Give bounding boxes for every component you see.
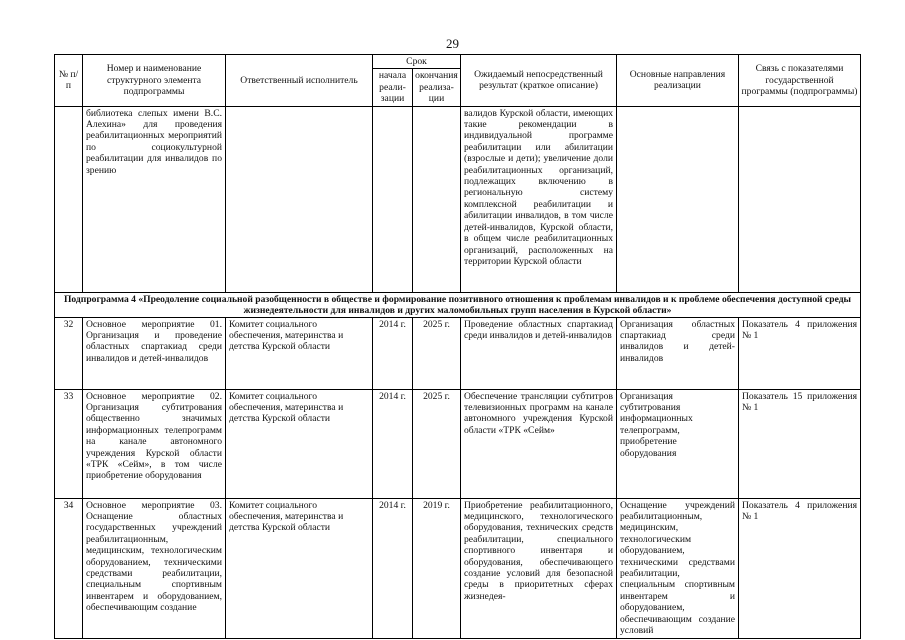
header-start: начала реали-зации (373, 69, 413, 106)
row-end: 2019 г. (413, 498, 461, 638)
row-name: Основное мероприятие 03. Оснащение областных государственных учреждений реабилитационным, медицинским, технологическим оборудованием, техническими средствами реабилитации, специальным спортивным инвентарем и оборудованием, обеспечивающим создание (83, 498, 226, 638)
row-directions: Организация субтитрования информационных телепрограмм, приобретение оборудования (617, 389, 739, 498)
table-row (55, 498, 861, 638)
table-row (55, 317, 861, 389)
row-link: Показатель 4 приложения № 1 (739, 498, 861, 638)
row-result: Приобретение реабилитационного, медицинского, технологического оборудования, технических средств реабилитации, специального спортивного инвентаря и оборудования, обеспечивающего создание условий для безопасной среды в приоритетных сферах жизнедея- (461, 498, 617, 638)
header-link: Связь с показателями государственной программы (подпрограммы) (739, 55, 861, 107)
row-result: Проведение областных спартакиад среди инвалидов и детей-инвалидов (461, 317, 617, 389)
row-num: 32 (55, 317, 83, 389)
header-row (55, 55, 861, 69)
header-name: Номер и наименование структурного элемента подпрограммы (83, 55, 226, 107)
row-name: Основное мероприятие 01. Организация и проведение областных спартакиад среди инвалидов и детей-инвалидов (83, 317, 226, 389)
row-start: 2014 г. (373, 389, 413, 498)
row-end: 2025 г. (413, 317, 461, 389)
row-executor: Комитет социального обеспечения, материнства и детства Курской области (226, 389, 373, 498)
continuation-row (55, 106, 861, 292)
row-result: Обеспечение трансляции субтитров телевизионных программ на канале автономного учреждения Курской области «ТРК «Сейм» (461, 389, 617, 498)
header-directions: Основные направления реализации (617, 55, 739, 107)
header-term: Срок (373, 55, 461, 69)
row-num: 34 (55, 498, 83, 638)
row-end: 2025 г. (413, 389, 461, 498)
header-result: Ожидаемый непосредственный результат (краткое описание) (461, 55, 617, 107)
header-end: окончания реализа-ции (413, 69, 461, 106)
table-row (55, 389, 861, 498)
program-table (54, 54, 861, 639)
row-num: 33 (55, 389, 83, 498)
row-directions: Организация областных спартакиад среди инвалидов и детей-инвалидов (617, 317, 739, 389)
page-number: 29 (446, 36, 459, 51)
subprogram-row (55, 292, 861, 317)
row-start: 2014 г. (373, 317, 413, 389)
continuation-result: валидов Курской области, имеющих такие рекомендации в индивидуальной программе реабилитации или абилитации (взрослые и дети); увеличение доли реабилитационных организаций, подлежащих включению в региональную систему комплексной реабилитации и абилитации инвалидов, в том числе детей-инвалидов, Курской области, в общем числе реабилитационных организаций, расположенных на территории Курской области (461, 106, 617, 292)
row-executor: Комитет социального обеспечения, материнства и детства Курской области (226, 317, 373, 389)
continuation-name: библиотека слепых имени В.С. Алехина» для проведения реабилитационных мероприятий по социокультурной реабилитации для инвалидов по зрению (83, 106, 226, 292)
row-link: Показатель 4 приложения № 1 (739, 317, 861, 389)
header-num: № п/п (55, 55, 83, 107)
row-directions: Оснащение учреждений реабилитационным, медицинским, технологическим оборудованием, техническими средствами реабилитации, специальным спортивным инвентарем и оборудованием, обеспечивающим создание условий (617, 498, 739, 638)
header-executor: Ответственный исполнитель (226, 55, 373, 107)
subprogram-title: Подпрограмма 4 «Преодоление социальной разобщенности в обществе и формирование позитивного отношения к проблемам инвалидов и к проблеме обеспечения доступной среды жизнедеятельности для инвалидов и других маломобильных групп населения в Курской области» (55, 292, 861, 317)
row-start: 2014 г. (373, 498, 413, 638)
row-executor: Комитет социального обеспечения, материнства и детства Курской области (226, 498, 373, 638)
row-link: Показатель 15 приложения № 1 (739, 389, 861, 498)
row-name: Основное мероприятие 02. Организация субтитрования общественно значимых информационных телепрограмм на канале автономного учреждения Курской области «ТРК «Сейм», в том числе приобретение оборудования (83, 389, 226, 498)
